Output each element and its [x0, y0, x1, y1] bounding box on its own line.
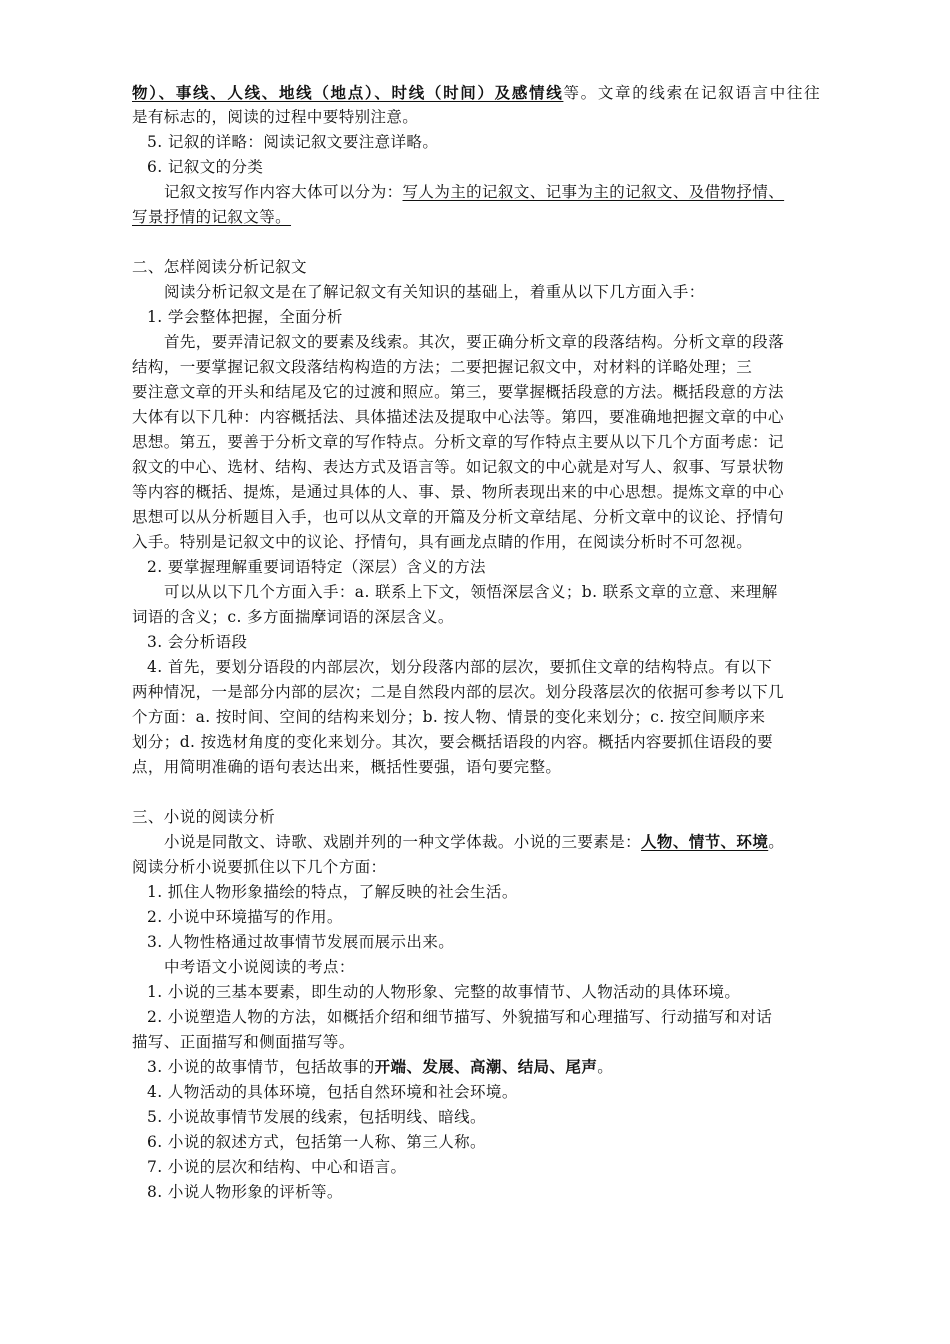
list-item: 6. 小说的叙述方式，包括第一人称、第三人称。 [147, 1133, 486, 1151]
underlined-text: 写景抒情的记叙文等。 [132, 208, 292, 226]
paragraph-line: 要注意文章的开头和结尾及它的过渡和照应。第三，要掌握概括段意的方法。概括段意的方法 [132, 383, 784, 401]
paragraph-line: 词语的含义；c. 多方面揣摩词语的深层含义。 [132, 608, 454, 626]
text-run: 。 [597, 1058, 614, 1076]
text-run: 。 [768, 833, 785, 851]
list-item [147, 1055, 613, 1079]
paragraph-line: 阅读分析记叙文是在了解记叙文有关知识的基础上，着重从以下几方面入手： [164, 283, 705, 301]
list-item: 5. 记叙的详略：阅读记叙文要注意详略。 [147, 133, 439, 151]
paragraph-line: 入手。特别是记叙文中的议论、抒情句，具有画龙点睛的作用，在阅读分析时不可忽视。 [132, 533, 753, 551]
paragraph-line: 两种情况，一是部分内部的层次；二是自然段内部的层次。划分段落层次的依据可参考以下几 [132, 683, 784, 701]
list-item: 2. 要掌握理解重要词语特定（深层）含义的方法 [147, 558, 486, 576]
text-run: 小说是同散文、诗歌、戏剧并列的一种文学体裁。小说的三要素是： [164, 833, 642, 851]
paragraph-line: 点，用简明准确的语句表达出来，概括性要强，语句要完整。 [132, 758, 562, 776]
underlined-text: 写人为主的记叙文、记事为主的记叙文、及借物抒情、 [402, 183, 785, 201]
list-item: 8. 小说人物形象的评析等。 [147, 1183, 343, 1201]
paragraph-line: 等内容的概括、提炼，是通过具体的人、事、景、物所表现出来的中心思想。提炼文章的中心 [132, 483, 784, 501]
bold-underlined-text: 物）、事线、人线、地线（地点）、时线（时间）及感情线 [132, 83, 564, 102]
paragraph-line: 可以从以下几个方面入手：a. 联系上下文，领悟深层含义；b. 联系文章的立意、来理解 [164, 583, 778, 601]
paragraph-line: 是有标志的，阅读的过程中要特别注意。 [132, 108, 419, 126]
paragraph-line [132, 81, 820, 105]
list-item: 3. 人物性格通过故事情节发展而展示出来。 [147, 933, 455, 951]
paragraph-line: 划分；d. 按选材角度的变化来划分。其次，要会概括语段的内容。概括内容要抓住语段的要 [132, 733, 774, 751]
list-item: 2. 小说塑造人物的方法，如概括介绍和细节描写、外貌描写和心理描写、行动描写和对话 [147, 1008, 773, 1026]
paragraph-line: 描写、正面描写和侧面描写等。 [132, 1033, 355, 1051]
paragraph-line: 叙文的中心、选材、结构、表达方式及语言等。如记叙文的中心就是对写人、叙事、写景状物 [132, 458, 784, 476]
paragraph-line: 4. 首先，要划分语段的内部层次，划分段落内部的层次，要抓住文章的结构特点。有以下 [147, 658, 773, 676]
list-item: 2. 小说中环境描写的作用。 [147, 908, 343, 926]
list-item: 5. 小说故事情节发展的线索，包括明线、暗线。 [147, 1108, 486, 1126]
text-run: 等。文章的线索在记叙语言中往往 [563, 84, 820, 102]
paragraph-line: 大体有以下几种：内容概括法、具体描述法及提取中心法等。第四，要准确地把握文章的中心 [132, 408, 784, 426]
list-item: 1. 小说的三基本要素，即生动的人物形象、完整的故事情节、人物活动的具体环境。 [147, 983, 741, 1001]
paragraph-line: 个方面：a. 按时间、空间的结构来划分；b. 按人物、情景的变化来划分；c. 按空间顺序来 [132, 708, 766, 726]
paragraph-line [132, 205, 291, 229]
list-item: 1. 抓住人物形象描绘的特点，了解反映的社会生活。 [147, 883, 518, 901]
bold-underlined-text: 人物、情节、环境 [641, 832, 769, 851]
section-heading: 三、小说的阅读分析 [132, 808, 276, 826]
subheading: 中考语文小说阅读的考点： [164, 958, 355, 976]
paragraph-line [164, 830, 784, 854]
list-item: 4. 人物活动的具体环境，包括自然环境和社会环境。 [147, 1083, 518, 1101]
paragraph-line: 思想。第五，要善于分析文章的写作特点。分析文章的写作特点主要从以下几个方面考虑：记 [132, 433, 784, 451]
bold-text: 开端、发展、高潮、结局、尾声 [374, 1057, 598, 1076]
list-item: 3. 会分析语段 [147, 633, 248, 651]
paragraph-line: 结构，一要掌握记叙文段落结构构造的方法；二要把握记叙文中，对材料的详略处理；三 [132, 358, 753, 376]
paragraph-line: 思想可以从分析题目入手，也可以从文章的开篇及分析文章结尾、分析文章中的议论、抒情句 [132, 508, 784, 526]
paragraph-line [164, 180, 784, 204]
list-item: 1. 学会整体把握，全面分析 [147, 308, 343, 326]
list-item: 6. 记叙文的分类 [147, 158, 264, 176]
text-run: 记叙文按写作内容大体可以分为： [164, 183, 403, 201]
paragraph-line: 首先，要弄清记叙文的要素及线索。其次，要正确分析文章的段落结构。分析文章的段落 [164, 333, 785, 351]
section-heading: 二、怎样阅读分析记叙文 [132, 258, 307, 276]
text-run: 3. 小说的故事情节，包括故事的 [147, 1058, 375, 1076]
list-item: 7. 小说的层次和结构、中心和语言。 [147, 1158, 407, 1176]
paragraph-line: 阅读分析小说要抓住以下几个方面： [132, 858, 387, 876]
